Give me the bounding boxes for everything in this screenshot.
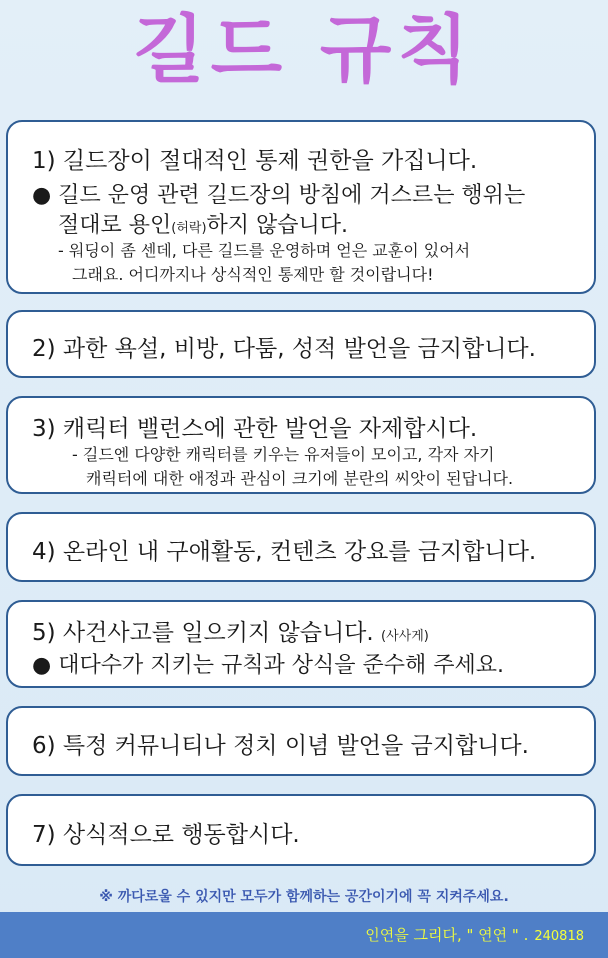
rule-card-6 [6, 706, 596, 776]
rule-card-7 [6, 794, 596, 866]
signature-text: 인연을 그리다, " 연연 " . [365, 926, 529, 944]
signature-date: 240818 [534, 929, 584, 944]
rule-7-text: 7) 상식적으로 행동합시다. [32, 822, 300, 848]
rule-3-note-continued: 캐릭터에 대한 애정과 관심이 크기에 분란의 씨앗이 된답니다. [86, 469, 514, 488]
rule-5-main: 5) 사건사고를 일으키지 않습니다. [32, 620, 374, 646]
rule-1-text: 1) 길드장이 절대적인 통제 권한을 가집니다. [32, 148, 478, 174]
rule-2-text: 2) 과한 욕설, 비방, 다툼, 성적 발언을 금지합니다. [32, 336, 536, 362]
rule-1-bullet-post: 하지 않습니다. [206, 213, 349, 238]
rule-card-3 [6, 396, 596, 494]
rule-card-1 [6, 120, 596, 294]
rule-card-4 [6, 512, 596, 582]
rule-1-note: - 워딩이 좀 센데, 다른 길드를 운영하며 얻은 교훈이 있어서 [58, 241, 471, 260]
rule-1-bullet: ● 길드 운영 관련 길드장의 방침에 거스르는 행위는 [32, 183, 526, 208]
rule-1-bullet-continued [58, 208, 348, 239]
rule-6-text: 6) 특정 커뮤니티나 정치 이념 발언을 금지합니다. [32, 733, 529, 759]
rule-5-bullet: ● 대다수가 지키는 규칙과 상식을 준수해 주세요. [32, 653, 504, 678]
bottom-bar [0, 912, 608, 958]
rule-1-note-continued: 그래요. 어디까지나 상식적인 통제만 할 것이랍니다! [72, 265, 434, 284]
rule-4-text: 4) 온라인 내 구애활동, 컨텐츠 강요를 금지합니다. [32, 539, 537, 565]
page-title: 길드 규칙 [133, 7, 475, 93]
rule-1-bullet-small: (허락) [171, 221, 207, 236]
rule-3-text: 3) 캐릭터 밸런스에 관한 발언을 자제합시다. [32, 416, 478, 442]
rule-5-small: (사사게) [381, 629, 429, 644]
rule-1-bullet-pre: 절대로 용인 [58, 213, 172, 238]
rule-3-note: - 길드엔 다양한 캐릭터를 키우는 유저들이 모이고, 각자 자기 [72, 445, 495, 464]
rule-card-2 [6, 310, 596, 378]
footer-note: ※ 까다로울 수 있지만 모두가 함께하는 공간이기에 꼭 지켜주세요. [99, 889, 509, 905]
rule-card-5 [6, 600, 596, 688]
signature [365, 924, 584, 945]
rule-5-text [32, 614, 429, 647]
